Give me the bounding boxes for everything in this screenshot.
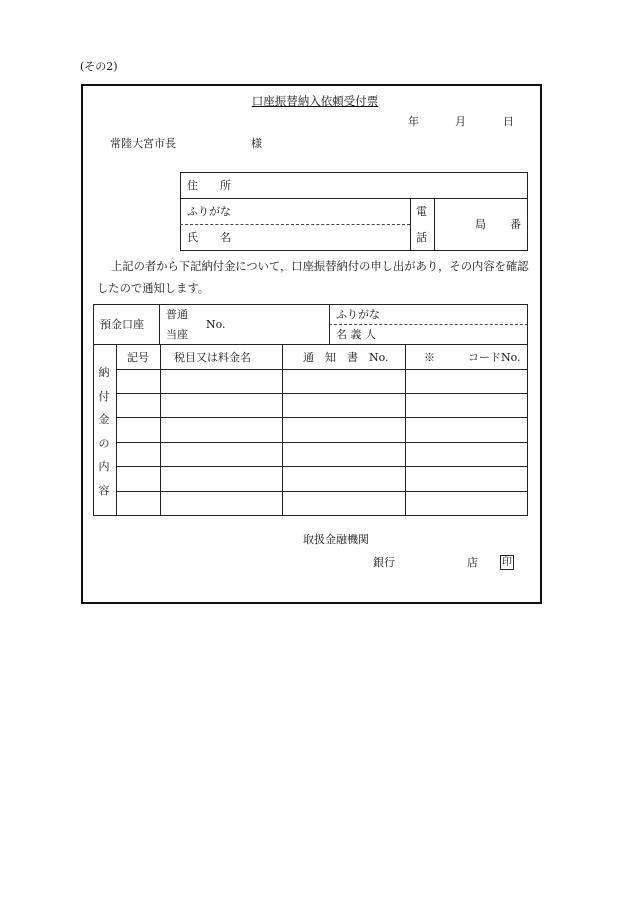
payment-cell[interactable] — [283, 370, 405, 392]
column-header-code-number: ※ コードNo. — [424, 351, 521, 364]
payment-cell[interactable] — [161, 492, 282, 514]
account-holder-field[interactable] — [390, 326, 526, 343]
applicant-furigana-label: ふりがな — [187, 205, 231, 218]
date-month: 月 — [455, 115, 466, 128]
date-year: 年 — [408, 115, 419, 128]
payment-cell[interactable] — [283, 467, 405, 489]
payment-cell[interactable] — [117, 394, 160, 416]
applicant-divider — [180, 198, 528, 199]
phone-number-label: 番 — [510, 218, 521, 231]
account-furigana-field[interactable] — [390, 306, 526, 323]
applicant-name-label: 氏 名 — [187, 231, 231, 244]
address-label: 住 所 — [187, 179, 231, 192]
payment-vertical-char: 内 — [98, 460, 110, 473]
column-header-notice-number: 通 知 書 No. — [303, 351, 389, 364]
applicant-furigana-divider — [180, 224, 410, 225]
account-number-field[interactable] — [230, 306, 327, 343]
payment-cell[interactable] — [117, 492, 160, 514]
payment-vertical-char: 金 — [98, 413, 110, 426]
payment-cell[interactable] — [406, 443, 527, 465]
bank-label: 銀行 — [373, 556, 395, 569]
payment-cell[interactable] — [117, 418, 160, 440]
payment-cell[interactable] — [117, 443, 160, 465]
addressee-honorific: 様 — [251, 137, 262, 150]
payment-cell[interactable] — [406, 418, 527, 440]
payment-cell[interactable] — [161, 394, 282, 416]
payment-cell[interactable] — [161, 370, 282, 392]
phone-exchange-label: 局 — [475, 218, 486, 231]
phone-label-2: 話 — [416, 231, 427, 244]
account-type-current[interactable]: 当座 — [166, 328, 188, 341]
account-type-ordinary[interactable]: 普通 — [166, 308, 188, 321]
payment-vertical-char: 納 — [98, 366, 110, 379]
payment-cell[interactable] — [406, 467, 527, 489]
payment-cell[interactable] — [283, 418, 405, 440]
seal-box: 印 — [502, 557, 512, 568]
payment-cell[interactable] — [283, 492, 405, 514]
account-label: 預金口座 — [100, 318, 144, 331]
bank-title: 取扱金融機関 — [303, 533, 369, 546]
phone-label-1: 電 — [416, 205, 427, 218]
applicant-name-field[interactable] — [250, 226, 408, 249]
payment-cell[interactable] — [406, 370, 527, 392]
notice-line-2: したので通知します。 — [97, 282, 210, 295]
notice-line-1: 上記の者から下記納付金について，口座振替納付の申し出があり，その内容を確認 — [111, 260, 529, 273]
branch-label: 店 — [467, 556, 478, 569]
applicant-phone-divider-1 — [410, 198, 411, 251]
payment-cell[interactable] — [161, 467, 282, 489]
applicant-phone-divider-2 — [434, 198, 435, 251]
form-variant-label: (その2) — [80, 60, 118, 73]
payment-cell[interactable] — [406, 492, 527, 514]
payment-vertical-char: の — [98, 436, 110, 450]
payment-cell[interactable] — [406, 394, 527, 416]
address-field[interactable] — [250, 174, 526, 196]
payment-vertical-char: 容 — [98, 483, 110, 497]
addressee-name: 常陸大宮市長 — [110, 137, 176, 150]
account-holder-label: 名 義 人 — [336, 328, 376, 341]
payment-cell[interactable] — [117, 467, 160, 489]
column-header-tax-item: 税目又は料金名 — [174, 351, 251, 364]
payment-cell[interactable] — [283, 443, 405, 465]
account-furigana-label: ふりがな — [336, 308, 380, 321]
payment-cell[interactable] — [161, 443, 282, 465]
account-furigana-divider — [329, 324, 528, 325]
payment-vertical-label — [97, 367, 111, 508]
date-day: 日 — [503, 115, 514, 128]
form-title: 口座振替納入依頼受付票 — [251, 94, 379, 108]
column-header-code: 記号 — [127, 351, 149, 364]
bank-name-field[interactable] — [400, 552, 460, 572]
phone-field[interactable] — [436, 200, 526, 249]
applicant-furigana-field[interactable] — [250, 200, 408, 222]
account-number-label: No. — [206, 318, 226, 331]
payment-cell[interactable] — [117, 370, 160, 392]
payment-cell[interactable] — [283, 394, 405, 416]
account-divider-1 — [159, 304, 160, 345]
payment-vertical-char: 付 — [98, 389, 110, 403]
payment-cell[interactable] — [161, 418, 282, 440]
